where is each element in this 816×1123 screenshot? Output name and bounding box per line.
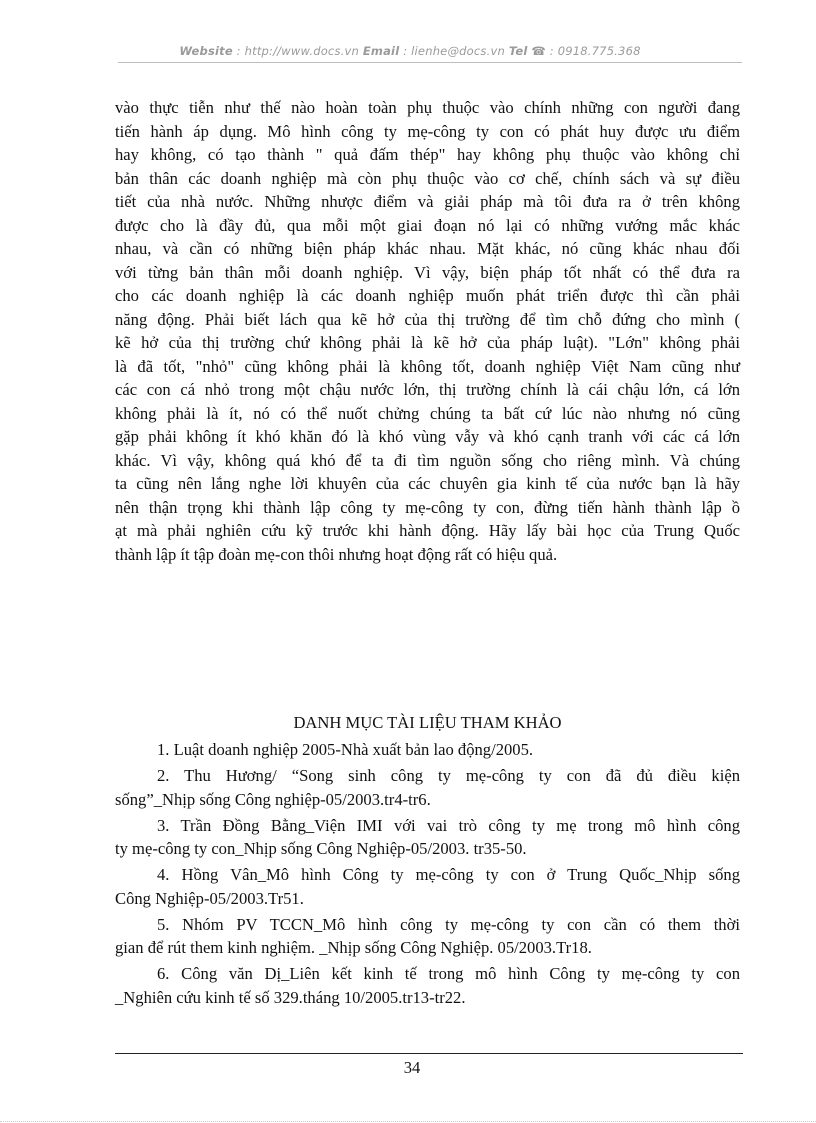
reference-item — [115, 962, 740, 1009]
reference-item — [115, 764, 740, 811]
email-value[interactable]: lienhe@docs.vn — [411, 44, 505, 58]
body-line: là đã tốt, "nhỏ" cũng không phải là không tốt, doanh nghiệp Việt Nam cũng như — [115, 356, 740, 376]
tel-label: Tel — [508, 44, 528, 58]
reference-line: 3. Trần Đồng Bằng_Viện IMI với vai trò công ty mẹ trong mô hình công — [157, 815, 740, 835]
body-line: tiến hành áp dụng. Mô hình công ty mẹ-công ty con có phát huy được ưu điểm — [115, 121, 740, 141]
body-line: ạt mà phải nghiên cứu kỹ trước khi hành động. Hãy lấy bài học của Trung Quốc — [115, 521, 740, 540]
reference-item — [137, 738, 740, 762]
phone-icon: ☎ — [531, 44, 546, 58]
reference-line: Công Nghiệp-05/2003.Tr51. — [115, 888, 304, 908]
reference-line: gian để rút them kinh nghiệm. _Nhịp sống Công Nghiệp. 05/2003.Tr18. — [115, 938, 592, 957]
reference-line: 5. Nhóm PV TCCN_Mô hình công ty mẹ-công ty con cần có them thời — [157, 914, 740, 934]
reference-line: sống”_Nhịp sống Công nghiệp-05/2003.tr4-tr6. — [115, 789, 431, 809]
reference-line: _Nghiên cứu kinh tế số 329.tháng 10/2005.tr13-tr22. — [115, 987, 466, 1007]
page-number: 34 — [403, 1058, 421, 1077]
body-line: tiết của nhà nước. Những nhược điểm và giải pháp mà tôi đưa ra ở trên không — [115, 192, 740, 211]
body-line: được cho là đầy đủ, qua mỗi một giai đoạn nó lại có những vướng mắc khác — [115, 215, 740, 235]
footer-divider — [115, 1053, 743, 1054]
body-line: với từng bản thân mỗi doanh nghiệp. Vì vậy, biện pháp tốt nhất có thể đưa ra — [115, 262, 740, 282]
reference-line: 6. Công văn Dị_Liên kết kinh tế trong mô hình Công ty mẹ-công ty con — [157, 964, 740, 983]
body-line: các con cá nhỏ trong một chậu nước lớn, thị trường chính là cái chậu lớn, cá lớn — [115, 380, 740, 399]
body-line: ta cũng nên lắng nghe lời khuyên của các chuyên gia kinh tế của nước bạn là hãy — [115, 474, 740, 493]
body-line: nhau, và cần có những biện pháp khác nhau. Mặt khác, nó cũng khác nhau đối — [115, 239, 740, 258]
reference-line: 4. Hồng Vân_Mô hình Công ty mẹ-công ty con ở Trung Quốc_Nhịp sống — [157, 865, 740, 884]
body-line: năng động. Phải biết lách qua kẽ hở của thị trường để tìm chỗ đứng cho mình ( — [115, 309, 740, 329]
body-line: gặp phải không ít khó khăn đó là khó vùng vẫy và khó cạnh tranh với các cá lớn — [115, 427, 740, 446]
reference-item — [115, 863, 740, 910]
email-sep: : — [399, 44, 412, 58]
header-divider — [118, 62, 742, 63]
body-line: thành lập ít tập đoàn mẹ-con thôi nhưng hoạt động rất có hiệu quả. — [115, 544, 558, 564]
email-label: Email — [362, 44, 400, 58]
page-bottom-edge — [0, 1121, 816, 1122]
body-line: kẽ hở của thị trường chứ không phải là kẽ hở của pháp luật). "Lớn" không phải — [115, 333, 740, 352]
body-line: không phải là ít, nó có thể nuốt chửng chúng ta bất cứ lúc nào nhưng nó cũng — [115, 403, 740, 423]
page-header — [160, 44, 660, 58]
reference-line: 2. Thu Hương/ “Song sinh công ty mẹ-công ty con đã đủ điều kiện — [157, 766, 740, 785]
website-sep: : — [232, 44, 245, 58]
body-line: cho các doanh nghiệp là các doanh nghiệp muốn phát triển được thì cần phải — [115, 286, 740, 305]
body-line: khác. Vì vậy, không quá khó để ta đi tìm nguồn sống cho riêng mình. Và chúng — [115, 450, 740, 470]
body-paragraph — [115, 96, 740, 566]
reference-item — [115, 913, 740, 960]
body-line: nên thận trọng khi thành lập công ty mẹ-công ty con, đừng tiến hành thành lập ồ — [115, 497, 740, 517]
reference-line: ty mẹ-công ty con_Nhịp sống Công Nghiệp-05/2003. tr35-50. — [115, 839, 527, 858]
references-list — [115, 738, 740, 1012]
tel-value: 0918.775.368 — [557, 44, 641, 58]
body-line: hay không, có tạo thành " quả đấm thép" hay không phụ thuộc vào không chỉ — [115, 145, 740, 164]
body-line: bản thân các doanh nghiệp mà còn phụ thuộc vào cơ chế, chính sách và sự điều — [115, 168, 740, 188]
website-url[interactable]: http://www.docs.vn — [244, 44, 359, 58]
reference-item — [115, 814, 740, 861]
reference-line: 1. Luật doanh nghiệp 2005-Nhà xuất bản lao động/2005. — [157, 740, 534, 759]
website-label: Website — [179, 44, 233, 58]
body-line: vào thực tiễn như thế nào hoàn toàn phụ thuộc vào chính những con người đang — [115, 98, 740, 117]
references-title: DANH MỤC TÀI LIỆU THAM KHẢO — [293, 713, 562, 732]
tel-sep: : — [545, 44, 558, 58]
